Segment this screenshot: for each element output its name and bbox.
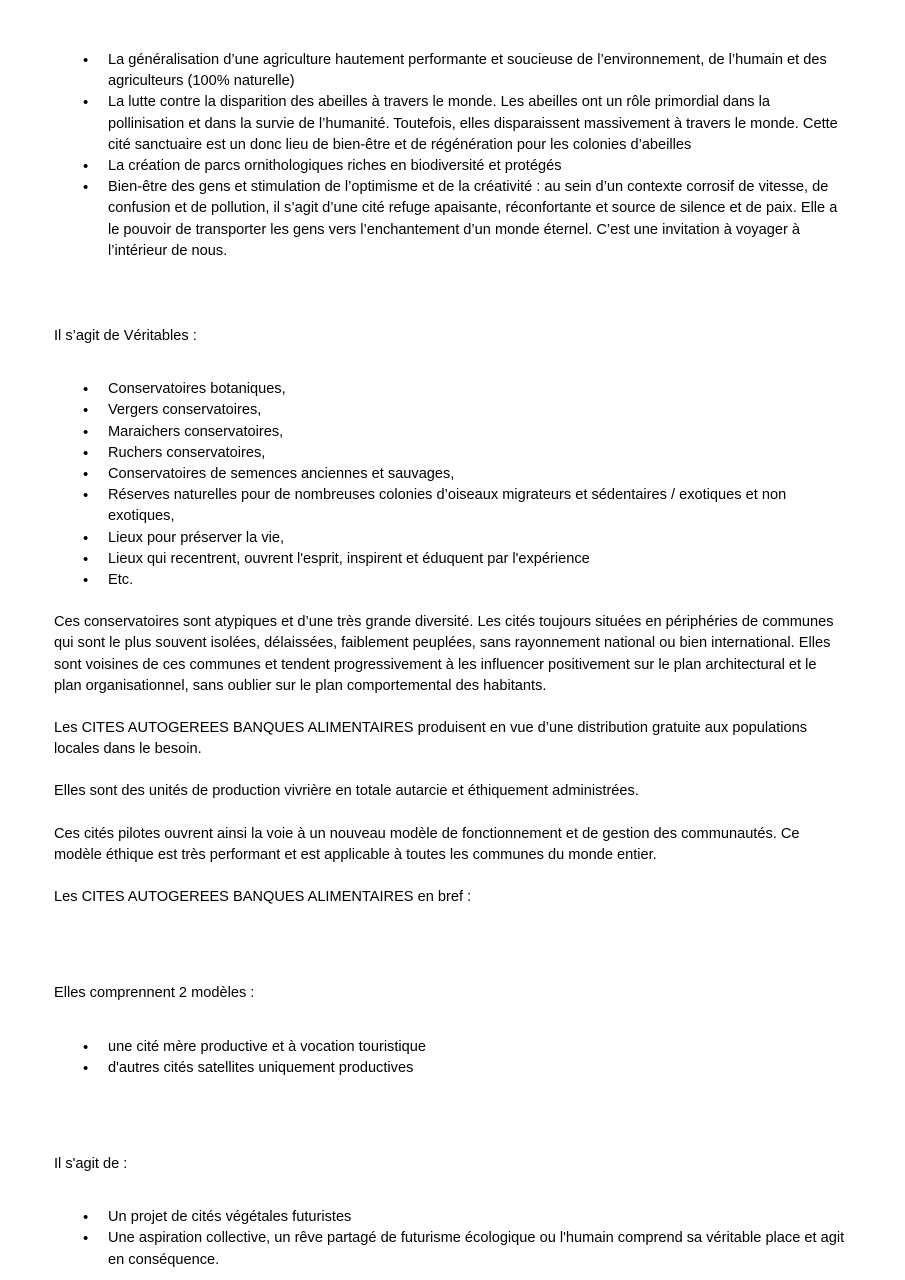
- spacer: [54, 591, 848, 612]
- list-item-text: Ruchers conservatoires,: [108, 444, 266, 461]
- list-item: [54, 464, 848, 485]
- spacer: [54, 262, 848, 326]
- list-item: [54, 528, 848, 549]
- list-item-text: La généralisation d’une agriculture hautement performante et soucieuse de l’environnement, de l’humain et des agriculteurs (100% naturelle): [108, 52, 827, 90]
- modeles-bullet-list: [54, 1037, 848, 1079]
- list-item-text: Une aspiration collective, un rêve partagé de futurisme écologique ou l'humain comprend sa véritable place et agit en conséquence.: [108, 1230, 845, 1268]
- list-item: [54, 1058, 848, 1079]
- document-body: [54, 50, 848, 1271]
- spacer: [54, 908, 848, 972]
- paragraph-pilotes: Ces cités pilotes ouvrent ainsi la voie à un nouveau modèle de fonctionnement et de gestion des communautés. Ce modèle éthique est très performant et est applicable à toutes les communes du monde entier.: [54, 825, 800, 863]
- list-item-text: une cité mère productive et à vocation touristique: [108, 1038, 426, 1055]
- list-item: [54, 422, 848, 443]
- list-item-text: Maraichers conservatoires,: [108, 423, 284, 440]
- paragraph-banques: Les CITES AUTOGEREES BANQUES ALIMENTAIRES produisent en vue d’une distribution gratuite aux populations locales dans le besoin.: [54, 720, 808, 758]
- spacer: [54, 697, 848, 718]
- list-item-text: Vergers conservatoires,: [108, 402, 262, 419]
- ilsagit-bullet-list: [54, 1207, 848, 1271]
- spacer: [54, 1079, 848, 1143]
- spacer: [54, 347, 848, 379]
- list-item: [54, 1037, 848, 1058]
- spacer: [54, 1005, 848, 1037]
- list-item-text: Bien-être des gens et stimulation de l’optimisme et de la créativité : au sein d’un contexte corrosif de vitesse, de confusion et de pollution, il s’agit d’une cité refuge apaisante, réconfortante et source de silence et de paix. Elle a le pouvoir de transporter les gens vers l’enchantement d’un monde éternel. C’est une invitation à voyager à l’intérieur de nous.: [108, 179, 838, 259]
- list-item: [54, 92, 848, 156]
- list-item-text: Réserves naturelles pour de nombreuses colonies d’oiseaux migrateurs et sédentaires / exotiques et non exotiques,: [108, 487, 787, 525]
- spacer: [54, 972, 848, 983]
- list-item-text: La création de parcs ornithologiques riches en biodiversité et protégés: [108, 158, 562, 175]
- list-item-text: Conservatoires de semences anciennes et sauvages,: [108, 466, 455, 483]
- ilsagit-heading: Il s'agit de :: [54, 1155, 128, 1172]
- modeles-heading: Elles comprennent 2 modèles :: [54, 985, 255, 1002]
- spacer: [54, 1175, 848, 1207]
- list-item-text: Etc.: [108, 572, 134, 589]
- list-item: [54, 443, 848, 464]
- paragraph-enbref: Les CITES AUTOGEREES BANQUES ALIMENTAIRES en bref :: [54, 889, 472, 906]
- list-item: [54, 570, 848, 591]
- list-item-text: La lutte contre la disparition des abeilles à travers le monde. Les abeilles ont un rôle primordial dans la pollinisation et dans la survie de l’humanité. Toutefois, elles disparaissent massivement à travers le monde. Cette cité sanctuaire est un donc lieu de bien-être et de régénération pour les colonies d’abeilles: [108, 94, 838, 153]
- spacer: [54, 866, 848, 887]
- list-item-text: Lieux pour préserver la vie,: [108, 529, 285, 546]
- list-item: [54, 1228, 848, 1270]
- list-item-text: Conservatoires botaniques,: [108, 381, 286, 398]
- list-item: [54, 1207, 848, 1228]
- spacer: [54, 760, 848, 781]
- list-item: [54, 156, 848, 177]
- list-item: [54, 379, 848, 400]
- list-item-text: Lieux qui recentrent, ouvrent l'esprit, inspirent et éduquent par l'expérience: [108, 550, 590, 567]
- paragraph-unites: Elles sont des unités de production vivrière en totale autarcie et éthiquement administrées.: [54, 783, 639, 800]
- list-item: [54, 549, 848, 570]
- spacer: [54, 803, 848, 824]
- list-item: [54, 400, 848, 421]
- list-item-text: Un projet de cités végétales futuristes: [108, 1209, 352, 1226]
- list-item: [54, 177, 848, 262]
- list-item: [54, 50, 848, 92]
- veritables-bullet-list: [54, 379, 848, 591]
- veritables-heading: Il s’agit de Véritables :: [54, 328, 197, 345]
- intro-bullet-list: [54, 50, 848, 262]
- list-item-text: d'autres cités satellites uniquement productives: [108, 1059, 414, 1076]
- spacer: [54, 1143, 848, 1154]
- paragraph-conservatoires: Ces conservatoires sont atypiques et d’une très grande diversité. Les cités toujours situées en périphéries de communes qui sont le plus souvent isolées, délaissées, faiblement peuplées, sans rayonnement national ou bien international. Elles sont voisines de ces communes et tendent progressivement à les influencer positivement sur le plan architectural et le plan organisationnel, sans oublier sur le plan comportemental des habitants.: [54, 614, 834, 694]
- list-item: [54, 485, 848, 527]
